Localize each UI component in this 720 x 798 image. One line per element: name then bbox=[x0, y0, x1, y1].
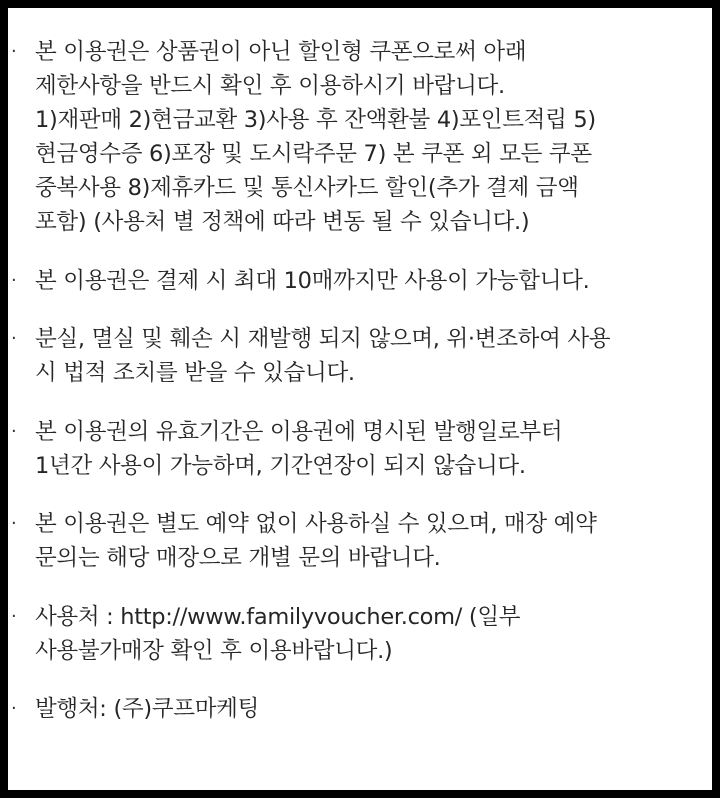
notice-line: 1)재판매 2)현금교환 3)사용 후 잔액환불 4)포인트적립 5) bbox=[35, 107, 596, 133]
notice-item-usage-limit bbox=[8, 264, 712, 298]
notice-item-restrictions bbox=[8, 35, 712, 239]
notice-item-reservation bbox=[8, 507, 712, 575]
notice-item-validity bbox=[8, 415, 712, 483]
notice-line: 중복사용 8)제휴카드 및 통신사카드 할인(추가 결제 금액 bbox=[35, 175, 579, 201]
notice-line: 본 이용권은 상품권이 아닌 할인형 쿠폰으로써 아래 bbox=[35, 39, 527, 65]
notice-item-issuer bbox=[8, 692, 712, 726]
notice-line: 본 이용권은 별도 예약 없이 사용하실 수 있으며, 매장 예약 bbox=[35, 511, 597, 537]
bullet-dot: · bbox=[11, 698, 17, 719]
notice-item-loss-damage bbox=[8, 322, 712, 390]
usage-location-line: 사용처 : http://www.familyvoucher.com/ (일부 bbox=[35, 603, 521, 630]
notice-line: 제한사항을 반드시 확인 후 이용하시기 바랍니다. bbox=[35, 73, 505, 99]
notice-line: 시 법적 조치를 받을 수 있습니다. bbox=[35, 360, 355, 386]
notice-line: 사용불가매장 확인 후 이용바랍니다.) bbox=[35, 637, 393, 664]
notice-line: 포함) (사용처 별 정책에 따라 변동 될 수 있습니다.) bbox=[35, 209, 530, 235]
notice-line: 분실, 멸실 및 훼손 시 재발행 되지 않으며, 위·변조하여 사용 bbox=[35, 326, 611, 352]
notice-line: 문의는 해당 매장으로 개별 문의 바랍니다. bbox=[35, 545, 441, 571]
bullet-dot: · bbox=[11, 41, 17, 62]
notice-item-usage-location bbox=[8, 600, 712, 668]
bullet-dot: · bbox=[11, 420, 17, 442]
bullet-dot: · bbox=[11, 605, 17, 627]
voucher-notice-panel bbox=[8, 8, 712, 790]
notice-line: 1년간 사용이 가능하며, 기간연장이 되지 않습니다. bbox=[35, 452, 526, 479]
notice-line: 본 이용권의 유효기간은 이용권에 명시된 발행일로부터 bbox=[35, 418, 563, 445]
bullet-dot: · bbox=[11, 328, 17, 349]
notice-line: 현금영수증 6)포장 및 도시락주문 7) 본 쿠폰 외 모든 쿠폰 bbox=[35, 141, 592, 167]
notice-line: 본 이용권은 결제 시 최대 10매까지만 사용이 가능합니다. bbox=[35, 267, 590, 294]
bullet-dot: · bbox=[11, 269, 17, 291]
issuer-line: 발행처: (주)쿠프마케팅 bbox=[35, 696, 260, 722]
bullet-dot: · bbox=[11, 513, 17, 534]
